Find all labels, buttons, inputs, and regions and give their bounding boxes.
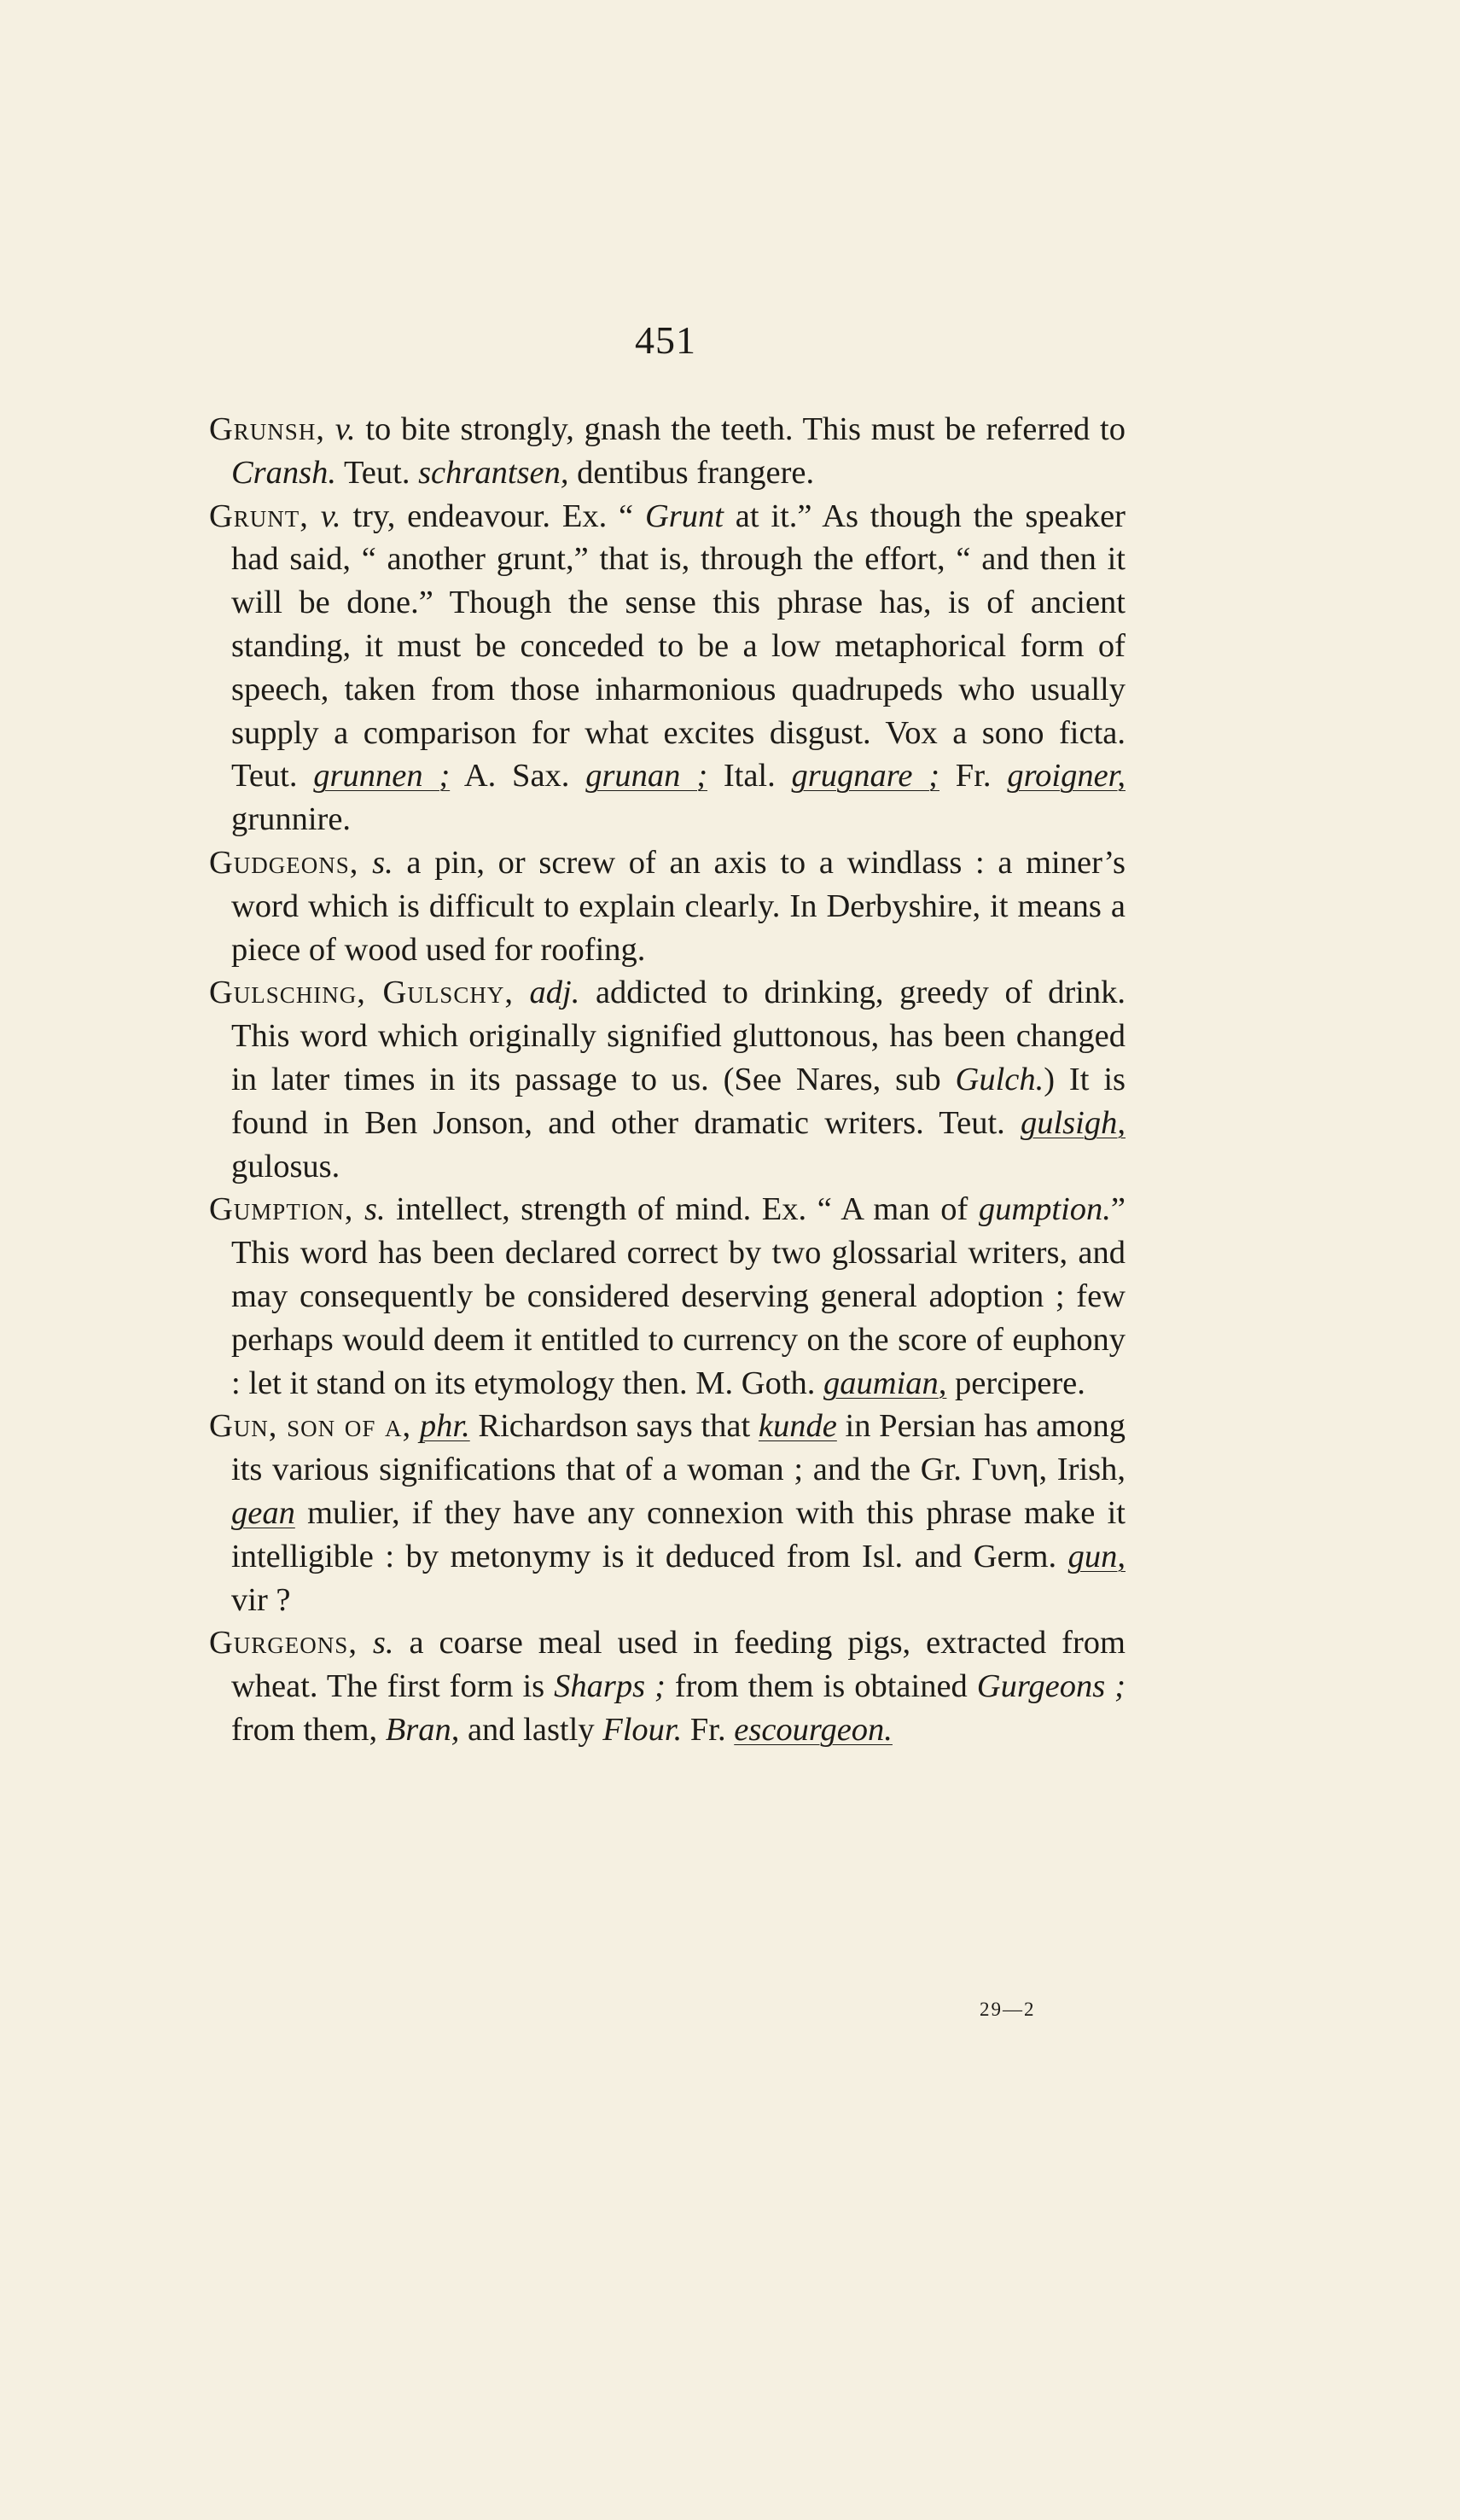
headword: Grunt, [209, 498, 309, 534]
entry-text [309, 498, 321, 534]
entry-grunsh [209, 408, 1126, 495]
headword: Gudgeons, [209, 844, 359, 881]
underlined-italic-text: gean [231, 1494, 295, 1531]
underlined-italic-text: gaumian, [823, 1365, 947, 1401]
underlined-italic-text: grugnare ; [791, 758, 940, 794]
entry-text: Fr. [939, 758, 1008, 794]
entry-text: gulosus. [231, 1148, 340, 1184]
entry-text: from them, [231, 1711, 386, 1748]
italic-text: schrantsen, [418, 454, 569, 491]
entry-text: from them is obtained [665, 1668, 977, 1705]
entry-text: ) It is found in Ben Jonson, and other dramatic writers. Teut. [231, 1061, 1126, 1141]
underlined-italic-text: escourgeon. [734, 1711, 893, 1748]
italic-text: Gurgeons ; [976, 1668, 1126, 1705]
italic-text: Grunt [644, 498, 724, 534]
entry-text: dentibus frangere. [568, 454, 815, 491]
italic-text: v. [320, 498, 341, 534]
entry-text: Teut. [336, 454, 419, 491]
entry-text [358, 1625, 373, 1661]
entry-text: a coarse meal used in feeding pigs, extracted from wheat. The first form is [231, 1625, 1126, 1705]
headword: Gulsching, Gulschy, [209, 975, 514, 1011]
page-number: 451 [635, 318, 696, 362]
entry-text: to bite strongly, gnash the teeth. This must be referred to [355, 411, 1126, 447]
entry-gulsching [209, 971, 1126, 1188]
headword: Gumption, [209, 1191, 354, 1228]
italic-text: adj. [529, 975, 580, 1011]
entry-text: Richardson says that [469, 1408, 759, 1445]
italic-text: v. [334, 411, 356, 447]
entry-gurgeons [209, 1621, 1126, 1751]
entry-text: and lastly [459, 1711, 603, 1748]
headword: Gurgeons, [209, 1625, 358, 1662]
entry-text: grunnire. [231, 801, 352, 838]
italic-text: gumption. [978, 1191, 1111, 1228]
entry-text [353, 1191, 364, 1227]
entry-text: vir ? [231, 1581, 291, 1618]
underlined-italic-text: groigner, [1007, 758, 1126, 794]
italic-text: Bran, [385, 1711, 460, 1748]
headword: Gun, son of a, [209, 1408, 412, 1445]
headword: Grunsh, [209, 411, 325, 447]
italic-text: s. [372, 1625, 394, 1662]
italic-text: Gulch. [955, 1061, 1044, 1097]
entry-text: mulier, if they have any connexion with this phrase make it intelligible : by metonymy is it deduced from Isl. and Germ. [231, 1494, 1126, 1574]
entry-text [514, 975, 530, 1010]
entry-text: intellect, strength of mind. Ex. “ A man of [385, 1191, 979, 1228]
entry-gumption [209, 1188, 1126, 1405]
entry-text [325, 411, 335, 447]
entry-text [358, 845, 372, 881]
underlined-italic-text: grunan ; [585, 758, 708, 794]
underlined-italic-text: gun, [1067, 1538, 1126, 1574]
italic-text: Sharps ; [554, 1668, 666, 1705]
underlined-italic-text: gulsigh, [1020, 1104, 1126, 1141]
entry-text: ” This word has been declared correct by two glossarial writers, and may consequently be considered deserving general adoption ; few perhaps would deem it entitled to currency on the score of euphony : let it stand on its etymology then. M. Goth. [231, 1191, 1126, 1401]
underlined-italic-text: kunde [758, 1408, 837, 1445]
entry-text: in Persian has among its various significations that of a woman ; and the Gr. Γυνη, Irish, [231, 1408, 1126, 1488]
entry-text: at it.” As though the speaker had said, “ another grunt,” that is, through the effort, “ and then it will be done.” Though the sense this phrase has, is of ancient standing, it must be conceded to be a low metaphorical form of speech, taken from those inharmonious quadrupeds who usually supply a comparison for what excites disgust. Vox a sono ficta. Teut. [231, 498, 1126, 794]
entry-text: A. Sax. [450, 758, 586, 794]
entry-grunt [209, 495, 1126, 841]
signature-mark: 29—2 [980, 1999, 1036, 2020]
glossary-entries [209, 408, 1126, 1752]
entry-text: Fr. [682, 1711, 735, 1748]
entry-text [411, 1408, 420, 1444]
entry-text: Ital. [707, 758, 792, 794]
entry-gudgeons [209, 841, 1126, 971]
italic-text: Flour. [602, 1711, 683, 1748]
entry-text: try, endeavour. Ex. “ [340, 498, 645, 534]
italic-text: s. [372, 844, 393, 881]
entry-text: a pin, or screw of an axis to a windlass : a miner’s word which is difficult to explain clearly. In Derbyshire, it means a piece of wood used for roofing. [231, 844, 1126, 968]
italic-text: Cransh. [231, 454, 337, 491]
entry-text: percipere. [946, 1365, 1085, 1401]
underlined-italic-text: phr. [419, 1408, 470, 1445]
italic-text: s. [364, 1191, 386, 1228]
entry-text: addicted to drinking, greedy of drink. This word which originally signified gluttonous, has been changed in later times in its passage to us. (See Nares, sub [231, 975, 1126, 1097]
entry-gun-son-of-a [209, 1405, 1126, 1621]
underlined-italic-text: grunnen ; [313, 758, 451, 794]
